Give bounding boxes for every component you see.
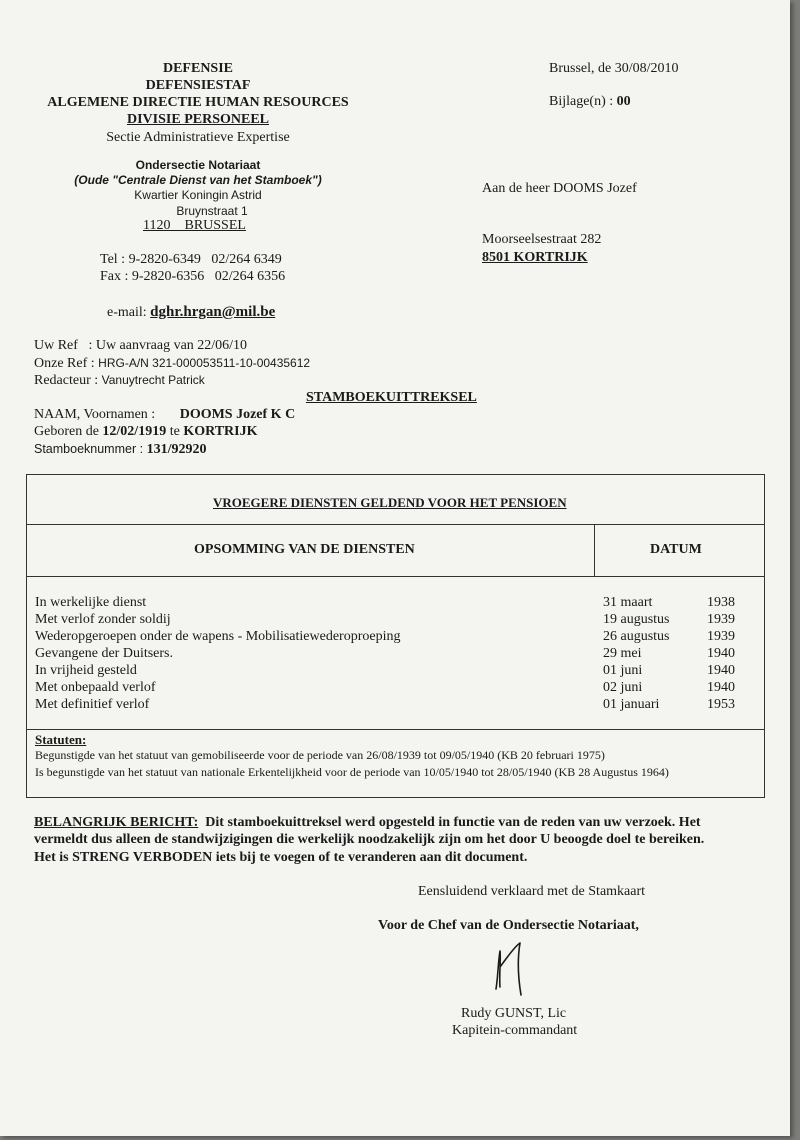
email-label: e-mail: [107, 305, 147, 320]
email-address[interactable]: dghr.hrgan@mil.be [150, 304, 276, 320]
signer-rank: Kapitein-commandant [452, 1023, 578, 1038]
services-heading: VROEGERE DIENSTEN GELDEND VOOR HET PENSIOEN [213, 495, 567, 510]
service-row-label: Wederopgeroepen onder de wapens - Mobilisatiewederoproeping [35, 629, 401, 644]
service-row-label: In vrijheid gesteld [35, 663, 137, 678]
service-row-year: 1953 [707, 697, 735, 712]
editor-value: Vanuytrecht Patrick [101, 373, 205, 387]
certified-statement: Eensluidend verklaard met de Stamkaart [418, 884, 646, 899]
header-line-defensiestaf: DEFENSIESTAF [145, 78, 251, 93]
header-city: BRUSSEL [184, 218, 246, 233]
service-row-label: Gevangene der Duitsers. [35, 646, 174, 661]
recipient-name: Aan de heer DOOMS Jozef [482, 181, 637, 196]
table-divider [27, 729, 764, 730]
header-line-divisie: DIVISIE PERSONEEL [127, 112, 269, 127]
column-header-date: DATUM [650, 542, 702, 557]
header-tel [100, 252, 282, 268]
header-subsection-note: (Oude "Centrale Dienst van het Stamboek") [74, 173, 322, 187]
recipient-city: 8501 KORTRIJK [482, 250, 588, 265]
service-row-label: Met verlof zonder soldij [35, 612, 171, 627]
service-row-year: 1940 [707, 680, 735, 695]
table-divider [27, 576, 764, 577]
for-chief: Voor de Chef van de Ondersectie Notariaat, [378, 918, 639, 933]
statute-line: Begunstigde van het statuut van gemobiliseerde voor de periode van 26/08/1939 tot 09/05/1940 (KB 20 februari 1975) [35, 748, 605, 762]
your-ref-value: : Uw aanvraag van 22/06/10 [88, 338, 248, 353]
number-label: Stamboeknummer : [34, 442, 144, 456]
annex-label: Bijlage(n) : [549, 94, 614, 109]
your-ref-label: Uw Ref [34, 338, 78, 353]
editor-label: Redacteur : [34, 373, 99, 388]
notice-line-1 [34, 815, 701, 831]
recipient-street: Moorseelsestraat 282 [482, 232, 602, 247]
tel-number: 9-2820-6349 [128, 252, 201, 267]
header-fax [100, 269, 285, 285]
service-row-date: 01 juni [603, 663, 643, 678]
service-row-date: 31 maart [603, 595, 653, 610]
fax-number: 9-2820-6356 [131, 269, 205, 284]
header-address-line: Bruynstraat 1 [176, 204, 248, 218]
service-row-date: 02 juni [603, 680, 643, 695]
service-row-year: 1938 [707, 595, 735, 610]
service-row-label: Met definitief verlof [35, 697, 150, 712]
number-value: 131/92920 [146, 442, 207, 457]
our-ref-value: HRG-A/N 321-000053511-10-00435612 [98, 356, 311, 370]
born-date: 12/02/1919 [102, 424, 167, 439]
services-table [26, 474, 765, 798]
service-row-year: 1940 [707, 646, 735, 661]
service-row-year: 1939 [707, 612, 735, 627]
born-te: te [169, 424, 180, 439]
person-name [34, 407, 295, 423]
service-row-date: 19 augustus [603, 612, 670, 627]
notice-line-2: vermeldt dus alleen de standwijzigingen die werkelijk noodzakelijk zijn om het door U beoogde doel te bereiken. [34, 832, 705, 847]
your-ref [34, 338, 247, 354]
fax-alt-number: 02/264 6356 [214, 269, 286, 284]
header-line-defensie: DEFENSIE [162, 61, 234, 76]
service-row-date: 29 mei [603, 646, 642, 661]
place-date: Brussel, de 30/08/2010 [549, 61, 679, 76]
editor [34, 373, 205, 389]
service-row-date: 26 augustus [603, 629, 670, 644]
tel-label: Tel : [100, 252, 126, 267]
table-column-divider [594, 524, 595, 576]
service-row-date: 01 januari [603, 697, 660, 712]
table-divider [27, 524, 764, 525]
header-postcode: 1120 [143, 218, 171, 233]
service-row-label: Met onbepaald verlof [35, 680, 156, 695]
header-email [107, 304, 275, 321]
our-ref-label: Onze Ref : [34, 356, 95, 371]
signer-name: Rudy GUNST, Lic [461, 1006, 567, 1021]
fax-label: Fax : [100, 269, 129, 284]
born-place: KORTRIJK [183, 424, 258, 439]
person-number [34, 442, 206, 458]
notice-label: BELANGRIJK BERICHT: [34, 815, 199, 830]
name-label: NAAM, Voornamen : [34, 407, 156, 422]
service-row-year: 1939 [707, 629, 735, 644]
header-line-sectie: Sectie Administratieve Expertise [106, 130, 290, 145]
notice-text-1: Dit stamboekuittreksel werd opgesteld in functie van de reden van uw verzoek. Het [205, 815, 701, 830]
annex [549, 94, 631, 110]
statutes-label: Statuten: [35, 732, 87, 747]
header-address-line: Kwartier Koningin Astrid [134, 188, 262, 202]
tel-alt-number: 02/264 6349 [211, 252, 282, 267]
annex-value: 00 [616, 94, 631, 109]
document-title: STAMBOEKUITTREKSEL [306, 390, 477, 405]
column-header-services: OPSOMMING VAN DE DIENSTEN [194, 542, 415, 557]
header-line-directie: ALGEMENE DIRECTIE HUMAN RESOURCES [47, 95, 349, 110]
person-birth [34, 424, 258, 440]
statute-line: Is begunstigde van het statuut van nationale Erkentelijkheid voor de periode van 10/05/1940 tot 28/05/1940 (KB 28 Augustus 1964) [35, 765, 669, 779]
signature-icon [478, 937, 548, 999]
service-row-label: In werkelijke dienst [35, 595, 147, 610]
name-value: DOOMS Jozef K C [179, 407, 296, 422]
born-label: Geboren de [34, 424, 99, 439]
notice-line-3: Het is STRENG VERBODEN iets bij te voegen of te veranderen aan dit document. [34, 850, 528, 865]
header-subsection: Ondersectie Notariaat [135, 158, 261, 172]
header-postcode-city [143, 218, 246, 234]
our-ref [34, 356, 310, 372]
service-row-year: 1940 [707, 663, 735, 678]
